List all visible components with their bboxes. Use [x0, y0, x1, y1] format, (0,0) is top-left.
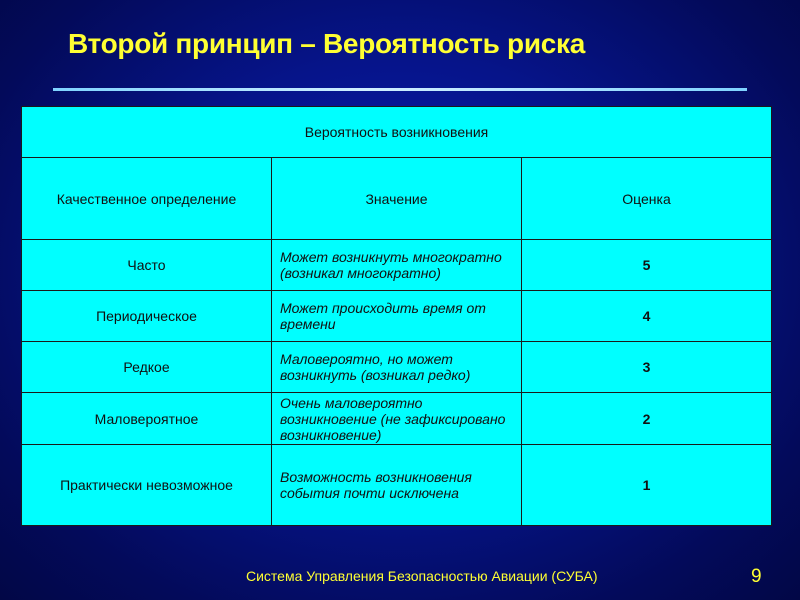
header-definition: Качественное определение: [22, 158, 272, 240]
row-score: 4: [522, 291, 772, 342]
row-definition: Практически невозможное: [22, 445, 272, 526]
header-score: Оценка: [522, 158, 772, 240]
probability-table: [21, 106, 772, 526]
row-meaning: Может происходить время от времени: [272, 291, 522, 342]
row-definition: Часто: [22, 240, 272, 291]
row-score: 1: [522, 445, 772, 526]
table-row: [22, 291, 772, 342]
row-score: 2: [522, 393, 772, 445]
row-definition: Маловероятное: [22, 393, 272, 445]
title-underline: [53, 88, 747, 91]
table-caption-row: [22, 107, 772, 158]
table-row: [22, 393, 772, 445]
table-caption: Вероятность возникновения: [22, 107, 772, 158]
row-score: 5: [522, 240, 772, 291]
row-meaning: Возможность возникновения события почти исключена: [272, 445, 522, 526]
row-meaning: Маловероятно, но может возникнуть (возникал редко): [272, 342, 522, 393]
page-number: 9: [751, 566, 762, 587]
row-definition: Редкое: [22, 342, 272, 393]
row-score: 3: [522, 342, 772, 393]
row-meaning: Может возникнуть многократно (возникал многократно): [272, 240, 522, 291]
table-row: [22, 342, 772, 393]
row-definition: Периодическое: [22, 291, 272, 342]
table-header-row: [22, 158, 772, 240]
slide-title: Второй принцип – Вероятность риска: [68, 28, 585, 59]
header-meaning: Значение: [272, 158, 522, 240]
row-meaning: Очень маловероятно возникновение (не зафиксировано возникновение): [272, 393, 522, 445]
table-row: [22, 445, 772, 526]
slide-footer: Система Управления Безопасностью Авиации (СУБА): [246, 568, 598, 584]
table-row: [22, 240, 772, 291]
